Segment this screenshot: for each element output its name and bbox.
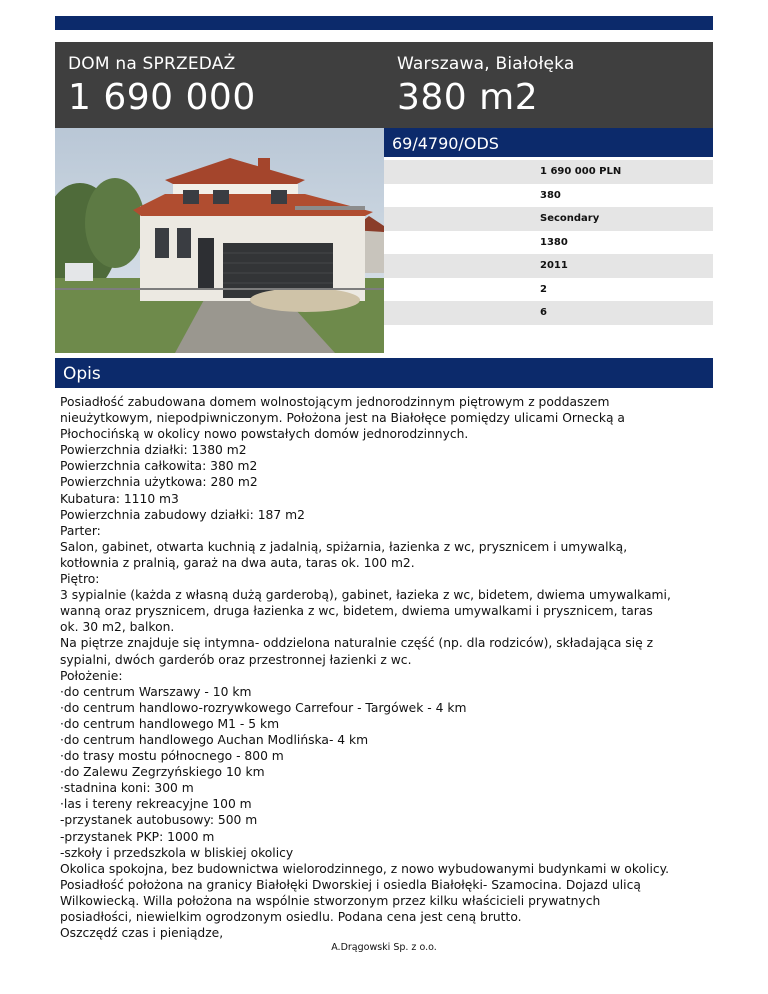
description-line: sypialni, dwóch garderób oraz przestronnej łazienki z wc. (60, 652, 412, 667)
description-header (55, 358, 713, 388)
description-line: Kubatura: 1110 m3 (60, 491, 179, 506)
price-value: 1 690 000 (68, 77, 256, 118)
description-line: Posiadłość zabudowana domem wolnostojącym jednorodzinnym piętrowym z poddaszem (60, 395, 610, 409)
section-title: Opis (63, 364, 101, 384)
reference-number: 69/4790/ODS (392, 134, 499, 153)
description-line: Powierzchnia użytkowa: 280 m2 (60, 475, 258, 490)
description-line: ·do trasy mostu północnego - 800 m (60, 749, 284, 764)
description-line: nieużytkowym, niepodpiwniczonym. Położona jest na Białołęce pomiędzy ulicami Ornecką a (60, 411, 625, 426)
description-line: ·las i tereny rekreacyjne 100 m (60, 797, 252, 812)
description-line: ·do centrum handlowego M1 - 5 km (60, 716, 280, 731)
description-line: Na piętrze znajduje się intymna- oddzielona naturalnie część (np. dla rodziców), składająca się z (60, 636, 654, 651)
footer-company: A.Drągowski Sp. z o.o. (331, 942, 437, 953)
description-line: Parter: (60, 523, 101, 538)
specs-table (384, 160, 713, 325)
description-line: Powierzchnia działki: 1380 m2 (60, 443, 247, 458)
spec-row-plot: 1380 (384, 231, 713, 255)
listing-header (55, 42, 713, 128)
description-line: 3 sypialnie (każda z własną dużą garderobą), gabinet, łazieka z wc, bidetem, dwiema umywalkami, (60, 588, 671, 603)
description-line: ·do centrum handlowo-rozrywkowego Carrefour - Targówek - 4 km (60, 700, 467, 715)
description-line: Oszczędź czas i pieniądze, (60, 926, 224, 941)
description-line: wanną oraz prysznicem, druga łazienka z wc, bidetem, dwiema umywalkami i prysznicem, taras (60, 604, 653, 619)
spec-row-area: 380 (384, 184, 713, 208)
area-value: 380 m2 (397, 77, 539, 118)
description-line: -przystanek PKP: 1000 m (60, 829, 215, 844)
header-left (68, 54, 256, 119)
reference-bar (384, 128, 713, 157)
spec-row-market: Secondary (384, 207, 713, 231)
top-accent-bar (55, 16, 713, 30)
description-line: ok. 30 m2, balkon. (60, 620, 175, 635)
description-line: Płochocińską w okolicy nowo powstałych domów jednorodzinnych. (60, 427, 469, 442)
spec-row-rooms: 6 (384, 301, 713, 325)
description-line: kotłownia z pralnią, garaż na dwa auta, taras ok. 100 m2. (60, 555, 415, 570)
property-type-label: DOM na SPRZEDAŻ (68, 54, 236, 74)
description-line: Piętro: (60, 572, 100, 587)
description-line: ·do Zalewu Zegrzyńskiego 10 km (60, 765, 265, 780)
description-line: Powierzchnia całkowita: 380 m2 (60, 459, 258, 474)
description-line: Położenie: (60, 668, 123, 683)
spec-row-floors: 2 (384, 278, 713, 302)
description-line: ·stadnina koni: 300 m (60, 781, 194, 796)
description-line: Okolica spokojna, bez budownictwa wielorodzinnego, z nowo wybudowanymi budynkami w okolicy. (60, 861, 670, 876)
description-line: posiadłości, niewielkim ogrodzonym osiedlu. Podana cena jest ceną brutto. (60, 910, 522, 924)
description-line: -przystanek autobusowy: 500 m (60, 813, 258, 828)
description-line: Powierzchnia zabudowy działki: 187 m2 (60, 507, 305, 522)
description-line: ·do centrum handlowego Auchan Modlińska- 4 km (60, 732, 369, 747)
description-line: Wilkowiecką. Willa położona na wspólnie stworzonym przez kilku właścicieli prywatnych (60, 893, 601, 908)
property-photo (55, 128, 384, 353)
description-line: Posiadłość położona na granicy Białołęki Dworskiej i osiedla Białołęki- Szamocina. Dojazd ulicą (60, 877, 641, 892)
description-line: Salon, gabinet, otwarta kuchnią z jadalnią, spiżarnia, łazienka z wc, prysznicem i umywalką, (60, 539, 628, 554)
description-line: ·do centrum Warszawy - 10 km (60, 684, 252, 699)
spec-row-year: 2011 (384, 254, 713, 278)
description-text (60, 394, 720, 941)
location-label: Warszawa, Białołęka (397, 54, 575, 74)
spec-row-price: 1 690 000 PLN (384, 160, 713, 184)
header-right (397, 54, 575, 119)
description-line: -szkoły i przedszkola w bliskiej okolicy (60, 845, 294, 860)
